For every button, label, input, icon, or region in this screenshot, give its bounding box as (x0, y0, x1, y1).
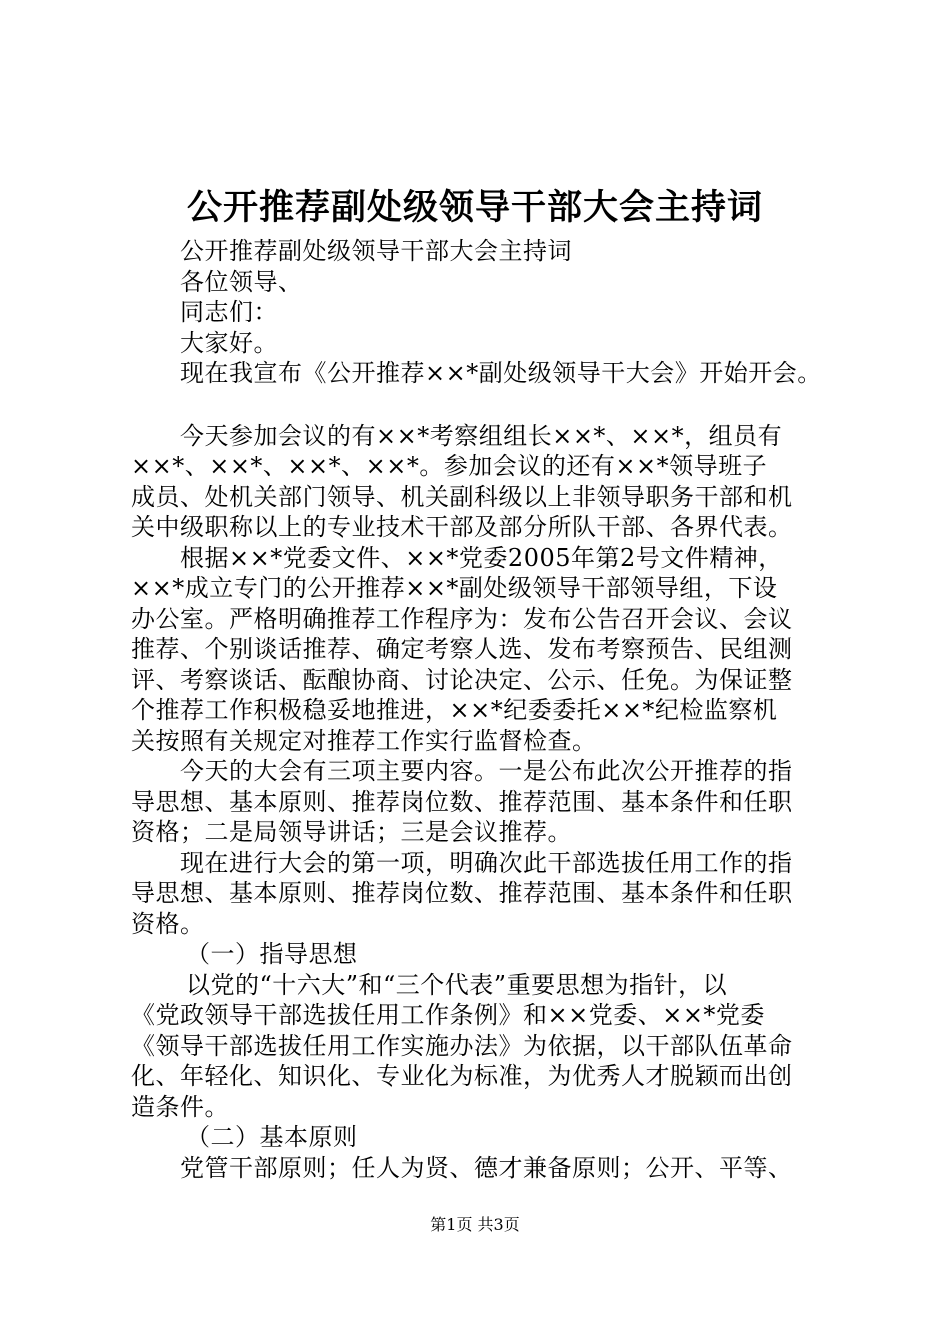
body-line: 导思想、基本原则、推荐岗位数、推荐范围、基本条件和任职 (131, 787, 793, 816)
section-heading: （一）指导思想 (186, 940, 358, 968)
body-line: 《党政领导干部选拔任用工作条例》和××党委、××*党委 (131, 1001, 765, 1029)
body-line: 推荐、个别谈话推荐、确定考察人选、发布考察预告、民组测 (131, 635, 793, 663)
paragraph-gap (131, 389, 831, 421)
body-line: 关中级职称以上的专业技术干部及部分所队干部、各界代表。 (131, 513, 793, 541)
body-line: 公开推荐副处级领导干部大会主持词 (180, 237, 572, 265)
body-line: 《领导干部选拔任用工作实施办法》为依据，以干部队伍革命 (131, 1031, 793, 1060)
body-line: 同志们： (180, 298, 278, 326)
document-title: 公开推荐副处级领导干部大会主持词 (186, 187, 763, 228)
page-number-footer: 第1页 共3页 (430, 1215, 520, 1234)
body-line: 造条件。 (131, 1092, 229, 1121)
body-line: 现在进行大会的第一项，明确次此干部选拔任用工作的指 (180, 848, 793, 877)
body-line: 个推荐工作积极稳妥地推进，××*纪委委托××*纪检监察机 (131, 696, 778, 724)
body-line: 党管干部原则；任人为贤、德才兼备原则；公开、平等、 (180, 1153, 793, 1182)
body-line: 现在我宣布《公开推荐××*副处级领导干大会》开始开会。 (180, 359, 822, 387)
body-line: 办公室。严格明确推荐工作程序为：发布公告召开会议、会议 (131, 604, 793, 633)
body-line: 根据××*党委文件、××*党委2005年第2号文件精神， (180, 543, 783, 572)
body-line: 以党的“十六大”和“三个代表”重要思想为指针，以 (186, 970, 728, 999)
body-line: 今天的大会有三项主要内容。一是公布此次公开推荐的指 (180, 757, 793, 785)
body-line: 导思想、基本原则、推荐岗位数、推荐范围、基本条件和任职 (131, 879, 793, 907)
body-line: 成员、处机关部门领导、机关副科级以上非领导职务干部和机 (131, 482, 793, 511)
section-heading: （二）基本原则 (186, 1123, 358, 1151)
body-line: 化、年轻化、知识化、专业化为标准，为优秀人才脱颖而出创 (131, 1062, 793, 1090)
body-line: 今天参加会议的有××*考察组组长××*、××*，组员有 (180, 421, 783, 450)
body-line: 资格；二是局领导讲话；三是会议推荐。 (131, 818, 572, 846)
document-body (131, 236, 831, 1183)
body-line: 各位领导、 (180, 267, 303, 296)
body-line: 大家好。 (180, 328, 278, 357)
body-line: 关按照有关规定对推荐工作实行监督检查。 (131, 726, 597, 755)
body-line: 资格。 (131, 909, 205, 938)
body-line: ××*成立专门的公开推荐××*副处级领导干部领导组，下设 (131, 574, 778, 602)
body-line: 评、考察谈话、酝酿协商、讨论决定、公示、任免。为保证整 (131, 665, 793, 694)
body-line: ××*、××*、××*、××*。参加会议的还有××*领导班子 (131, 452, 768, 480)
